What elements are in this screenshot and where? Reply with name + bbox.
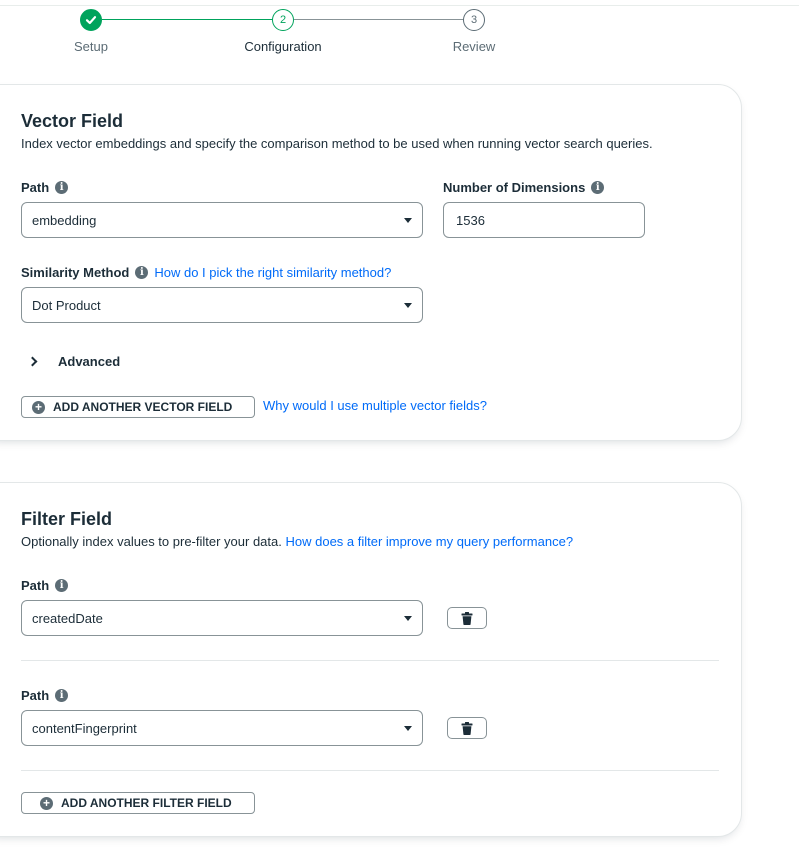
- path-label-row: [21, 180, 68, 195]
- filter-field-description: [21, 534, 573, 549]
- similarity-label-row: [21, 265, 391, 280]
- dimensions-input[interactable]: [443, 202, 645, 238]
- filter-row-divider: [21, 660, 719, 661]
- step-connector-complete: [102, 19, 272, 20]
- trash-icon: [461, 722, 473, 735]
- delete-filter-button[interactable]: [447, 717, 487, 739]
- filter-path-label-row: [21, 688, 68, 703]
- vector-field-description: Index vector embeddings and specify the comparison method to be used when running vector search queries.: [21, 136, 653, 151]
- step-1-indicator: [80, 9, 102, 31]
- similarity-help-link[interactable]: How do I pick the right similarity method?: [154, 265, 392, 280]
- add-filter-field-label: ADD ANOTHER FILTER FIELD: [61, 796, 232, 810]
- vector-path-select[interactable]: [21, 202, 423, 238]
- step-3-indicator: 3: [463, 9, 485, 31]
- vector-field-title: Vector Field: [21, 111, 124, 131]
- plus-circle-icon: +: [40, 797, 53, 810]
- filter-description-text: Optionally index values to pre-filter your data.: [21, 534, 282, 549]
- multiple-vector-fields-link[interactable]: Why would I use multiple vector fields?: [263, 398, 487, 413]
- filter-path-label-row: [21, 578, 68, 593]
- info-icon[interactable]: i: [135, 266, 148, 279]
- add-filter-field-button[interactable]: [21, 792, 255, 814]
- step-label-setup: Setup: [74, 39, 108, 54]
- caret-down-icon: [404, 303, 412, 308]
- vector-field-card: [0, 84, 742, 441]
- check-icon: [85, 14, 97, 26]
- info-icon[interactable]: i: [55, 579, 68, 592]
- similarity-method-select[interactable]: [21, 287, 423, 323]
- filter-path-label: Path: [21, 578, 50, 593]
- wizard-stepper: [0, 0, 600, 60]
- dimensions-label: Number of Dimensions: [443, 180, 586, 195]
- plus-circle-icon: +: [32, 401, 45, 414]
- trash-icon: [461, 612, 473, 625]
- caret-down-icon: [404, 616, 412, 621]
- similarity-label: Similarity Method: [21, 265, 130, 280]
- info-icon[interactable]: i: [55, 181, 68, 194]
- caret-down-icon: [404, 726, 412, 731]
- caret-down-icon: [404, 218, 412, 223]
- filter-field-title: Filter Field: [21, 509, 113, 529]
- vector-path-value: embedding: [32, 212, 97, 228]
- dimensions-label-row: [443, 180, 604, 195]
- step-label-review: Review: [452, 39, 496, 54]
- delete-filter-button[interactable]: [447, 607, 487, 629]
- add-vector-field-button[interactable]: [21, 396, 255, 418]
- filter-row-divider: [21, 770, 719, 771]
- filter-path-select[interactable]: [21, 710, 423, 746]
- filter-help-link[interactable]: How does a filter improve my query performance?: [285, 534, 574, 549]
- chevron-right-icon: [28, 357, 38, 367]
- filter-path-value: createdDate: [32, 610, 103, 626]
- filter-field-card: [0, 482, 742, 837]
- path-label: Path: [21, 180, 50, 195]
- info-icon[interactable]: i: [591, 181, 604, 194]
- filter-path-value: contentFingerprint: [32, 720, 137, 736]
- filter-path-select[interactable]: [21, 600, 423, 636]
- similarity-method-value: Dot Product: [32, 297, 101, 313]
- advanced-toggle[interactable]: [29, 354, 120, 369]
- step-label-configuration: Configuration: [244, 39, 322, 54]
- info-icon[interactable]: i: [55, 689, 68, 702]
- step-2-indicator: 2: [272, 9, 294, 31]
- add-vector-field-label: ADD ANOTHER VECTOR FIELD: [53, 400, 233, 414]
- step-connector-pending: [294, 19, 463, 20]
- advanced-label: Advanced: [58, 354, 121, 369]
- filter-path-label: Path: [21, 688, 50, 703]
